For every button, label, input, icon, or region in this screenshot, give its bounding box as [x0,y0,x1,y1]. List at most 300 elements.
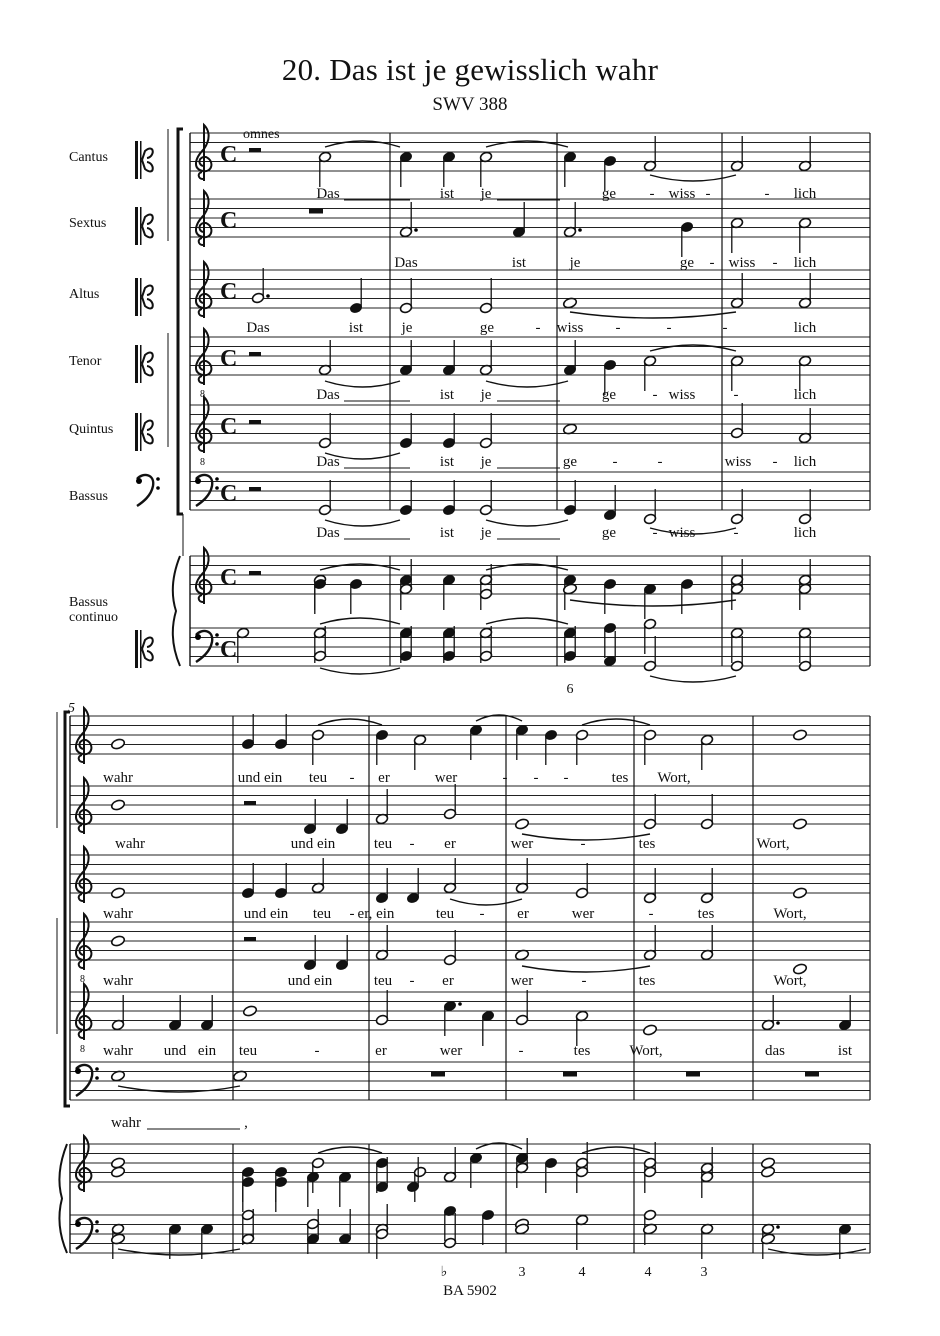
lyric-syllable: - [349,906,355,922]
note [241,863,254,899]
lyric-syllable: , [244,1115,248,1131]
svg-text:8: 8 [80,1044,85,1055]
common-time-signature: C [220,142,238,168]
note [469,724,482,760]
lyric-syllable: - [722,320,728,336]
lyric-syllable: und ein [243,906,289,922]
part-label-continuo: Bassus [69,595,108,610]
part-label-altus: Altus [69,287,100,302]
lyric-syllable: - [772,454,778,470]
note [730,136,743,172]
c-clef [135,345,153,383]
lyric-syllable: er [517,906,529,922]
tie [318,719,382,725]
half-rest [249,571,261,575]
lyric-syllable: Wort, [629,1043,663,1059]
note [200,995,213,1031]
lyric-syllable: und ein [290,836,336,852]
c-clef [135,278,153,316]
note [544,729,557,765]
lyric-syllable: teu [308,770,328,786]
svg-text:8: 8 [200,457,205,468]
clefs [75,125,237,1249]
note [242,1005,257,1017]
note [479,413,492,449]
lyric-syllable: wiss [556,320,584,336]
lyric-syllable: Das [316,525,340,541]
tie [325,141,400,147]
note [643,489,656,525]
tie [118,1086,240,1092]
figured-bass-number: 4 [578,1265,586,1280]
note [643,136,656,172]
note [399,202,417,238]
note [110,1166,125,1178]
tie [522,834,650,840]
note [168,1223,181,1259]
note [798,273,811,309]
lyric-syllable: - [612,454,618,470]
note [399,480,412,516]
treble-clef [76,914,91,985]
lyric-syllable: - [733,525,739,541]
lyric-syllable: wiss [668,186,696,202]
note [798,355,811,391]
bass-clef [75,1218,99,1249]
lyric-syllable: - [518,1043,524,1059]
tie [320,564,400,570]
note [241,1176,254,1212]
lyric-syllable: das [765,1043,785,1059]
note [643,794,656,830]
staff-quintus [190,405,870,443]
lyric-syllable: tes [638,973,656,989]
lyric-syllable: - [314,1043,320,1059]
lyric-syllable: teu [373,836,393,852]
note [603,485,616,521]
lyric-syllable: ist [439,525,455,541]
lyric-syllable: er, ein [357,906,395,922]
lyric-syllable: teu [435,906,455,922]
staff-continuo-lower [190,628,870,666]
lyric-syllable: tes [697,906,715,922]
note [643,355,656,391]
continuo-brace [59,1144,67,1253]
note [680,221,693,257]
note [514,818,529,830]
note [563,202,581,238]
svg-text:8: 8 [200,389,205,400]
note [442,574,455,610]
bass-clef [195,475,219,506]
lyric-syllable: - [409,973,415,989]
note [479,278,492,314]
note [575,863,588,899]
note [515,990,528,1026]
c-clef [135,413,153,451]
lyric-syllable: - [563,770,569,786]
lyric-syllable: Das [316,454,340,470]
note [700,734,713,770]
tie [320,668,400,674]
note [318,151,331,187]
staff-cantus-system-2 [70,716,870,754]
note [838,995,851,1031]
note [110,935,125,947]
note [375,789,388,825]
lyric-syllable: - [657,454,663,470]
note [515,858,528,894]
note [481,1010,494,1046]
lyric-syllable: Das [316,387,340,403]
whole-rest [805,1072,819,1077]
tie [118,1249,240,1255]
note [442,480,455,516]
lyric-syllable: wiss [728,255,756,271]
lyric-syllable: ge [679,255,695,271]
lyric-syllable: - [502,770,508,786]
lyric-syllable: - [581,973,587,989]
common-time-signature: C [220,637,238,663]
tie [486,520,568,526]
staff-bassus-system-2 [70,1062,870,1100]
note [481,1209,494,1245]
lyric-syllable: - [652,525,658,541]
figured-bass-number: 4 [644,1265,652,1280]
lyric-syllable: wahr [103,1043,133,1059]
c-clef [135,141,153,179]
lyric-syllable: - [615,320,621,336]
note [798,489,811,525]
lyric-syllable: Wort, [773,973,807,989]
note [544,1157,557,1193]
lyric-syllable: - [533,770,539,786]
note [311,858,324,894]
lyric-syllable: je [480,186,492,202]
note [442,340,455,376]
note [274,1176,287,1212]
note [335,935,348,971]
note [563,480,576,516]
lyric-syllable: tes [573,1043,591,1059]
tie [582,1147,650,1153]
lyric-syllable: teu [238,1043,258,1059]
note [575,729,588,765]
note [700,925,713,961]
svg-text:8: 8 [80,974,85,985]
measure-number: 5 [68,701,75,716]
lyric-syllable: er [444,836,456,852]
note [479,151,492,187]
note [643,729,656,765]
note [303,799,316,835]
note [798,136,811,172]
note [760,1166,775,1178]
note [349,578,362,614]
lyric-syllable: Das [316,186,340,202]
note [700,794,713,830]
lyric-syllable: wer [510,973,534,989]
lyric-syllable: ist [348,320,364,336]
note [375,990,388,1026]
note [700,1223,713,1259]
whole-rest [309,209,323,214]
tie [650,676,736,682]
lyric-syllable: ein [197,1043,217,1059]
note [110,799,125,811]
note [730,489,743,525]
lyric-syllable: ist [439,387,455,403]
note [575,1214,588,1250]
system-bracket [178,129,183,514]
half-rest [249,420,261,424]
staff-continuo-lower-system-2 [70,1215,870,1253]
lyric-syllable: ge [479,320,495,336]
note [515,724,528,760]
note [303,935,316,971]
common-time-signature: C [220,414,238,440]
lyric-syllable: - [648,906,654,922]
note [643,868,656,904]
note [399,151,412,187]
note [274,863,287,899]
lyric-syllable: ist [837,1043,853,1059]
lyric-syllable: - [535,320,541,336]
treble-clef [76,984,91,1055]
lyric-syllable: tes [611,770,629,786]
half-rest [249,148,261,152]
lyric-syllable: teu [312,906,332,922]
note [111,995,124,1031]
note [575,1010,588,1046]
tie [320,618,400,624]
lyric-syllable: wahr [103,770,133,786]
note [338,1209,351,1245]
lyric-syllable: wiss [668,387,696,403]
lyric-syllable: wahr [115,836,145,852]
lyric-syllable: - [349,770,355,786]
lyric-syllable: lich [793,454,817,470]
note [730,355,743,391]
lyric-syllable: Wort, [657,770,691,786]
note [792,887,807,899]
note [313,578,326,614]
part-label-continuo: continuo [69,610,118,625]
note [274,714,287,750]
lyric-syllable: wiss [668,525,696,541]
lyric-syllable: teu [373,973,393,989]
staff-altus-system-2 [70,855,870,893]
staff-continuo-upper-system-2 [70,1144,870,1182]
treble-clef [196,329,211,400]
note [399,278,412,314]
footer-edition-number: BA 5902 [443,1283,497,1299]
lyric-syllable: je [480,525,492,541]
note [680,578,693,614]
note [700,868,713,904]
part-label-quintus: Quintus [69,422,114,437]
lyric-syllable: je [569,255,581,271]
note [443,784,456,820]
note [443,930,456,966]
note [798,408,811,444]
lyric-syllable: ge [562,454,578,470]
note [335,799,348,835]
note [241,714,254,750]
tie [768,1249,866,1255]
note [375,925,388,961]
lyric-syllable: wiss [724,454,752,470]
note [563,151,576,187]
half-rest [249,487,261,491]
bass-clef [75,1065,99,1096]
lyric-syllable: wer [571,906,595,922]
common-time-signature: C [220,208,238,234]
figured-bass-number: 3 [518,1265,526,1280]
note [761,995,779,1031]
lyric-syllable: Das [394,255,418,271]
note [479,480,492,516]
treble-clef [196,397,211,468]
lyric-syllable: - [652,387,658,403]
note [730,217,743,253]
common-time-signature: C [220,565,238,591]
note [443,1000,461,1036]
figured-bass-number: ♭ [440,1265,448,1280]
lyric-syllable: wahr [111,1115,141,1131]
lyric-syllable: ge [601,186,617,202]
note [469,1152,482,1188]
staff-continuo-upper [190,556,870,594]
tie [486,381,568,387]
note [443,1147,456,1183]
lyric-syllable: - [666,320,672,336]
lyric-syllable: wahr [103,906,133,922]
tie [486,618,568,624]
lyric-syllable: - [705,186,711,202]
lyric-syllable: und [163,1043,187,1059]
lyric-syllable: lich [793,255,817,271]
lyric-syllable: ist [511,255,527,271]
note [442,151,455,187]
tie [570,312,736,318]
note [563,340,576,376]
lyric-syllable: wer [510,836,534,852]
system-bracket [65,712,70,1106]
lyric-syllable: - [709,255,715,271]
staff-altus [190,270,870,308]
part-label-sextus: Sextus [69,216,107,231]
note [643,583,656,619]
note [792,818,807,830]
lyric-syllable: und ein [287,973,333,989]
note [236,627,249,663]
lyric-syllable: - [764,186,770,202]
note [443,858,456,894]
staff-bassus [190,472,870,510]
lyric-syllable: lich [793,320,817,336]
staff-quintus-system-2 [70,992,870,1030]
lyric-syllable: je [401,320,413,336]
tie [650,175,736,181]
lyric-syllable: er [378,770,390,786]
note [338,1171,351,1207]
lyric-syllable: ge [601,387,617,403]
note [730,403,743,439]
lyric-syllable: ge [601,525,617,541]
lyric-syllable: Wort, [773,906,807,922]
lyric-syllable: Wort, [756,836,790,852]
staff-tenor-system-2 [70,922,870,960]
note [110,887,125,899]
catalog-number: SWV 388 [432,94,508,115]
bass-clef [195,631,219,662]
common-time-signature: C [220,279,238,305]
common-time-signature: C [220,346,238,372]
c-clef [135,207,153,245]
part-label-tenor: Tenor [69,354,102,369]
staff-sextus-system-2 [70,786,870,824]
continuo-brace [173,556,180,666]
whole-rest [431,1072,445,1077]
note [375,1204,388,1240]
half-rest [249,352,261,356]
note [479,340,492,376]
staff-tenor [190,337,870,375]
lyric-syllable: je [480,387,492,403]
lyric-syllable: er [375,1043,387,1059]
note [311,729,324,765]
note [318,340,331,376]
performance-marking: omnes [243,127,280,142]
page-title: 20. Das ist je gewisslich wahr [281,52,659,87]
note [512,202,525,238]
note [375,868,388,904]
lyric-syllable: und ein [237,770,283,786]
lyric-syllable: er [442,973,454,989]
lyric-syllable: - [772,255,778,271]
figured-bass-number: 3 [700,1265,708,1280]
tie [318,1147,382,1153]
staff-sextus [190,199,870,237]
note [798,217,811,253]
note [406,868,419,904]
note [399,340,412,376]
half-rest [244,937,256,941]
lyric-syllable: lich [793,186,817,202]
lyric-syllable: - [580,836,586,852]
note [406,1157,419,1193]
lyric-syllable: ist [439,454,455,470]
part-label-bassus: Bassus [69,489,108,504]
lyric-syllable: lich [793,387,817,403]
lyric-syllable: lich [793,525,817,541]
note [642,1024,657,1036]
note [318,480,331,516]
note [603,578,616,614]
part-label-cantus: Cantus [69,150,108,165]
half-rest [244,801,256,805]
lyric-syllable: Das [246,320,270,336]
lyric-syllable: - [733,387,739,403]
barlines [57,129,870,1253]
note [318,413,331,449]
note [168,995,181,1031]
note [413,734,426,770]
lyric-syllable: - [479,906,485,922]
note [792,729,807,741]
note [442,413,455,449]
